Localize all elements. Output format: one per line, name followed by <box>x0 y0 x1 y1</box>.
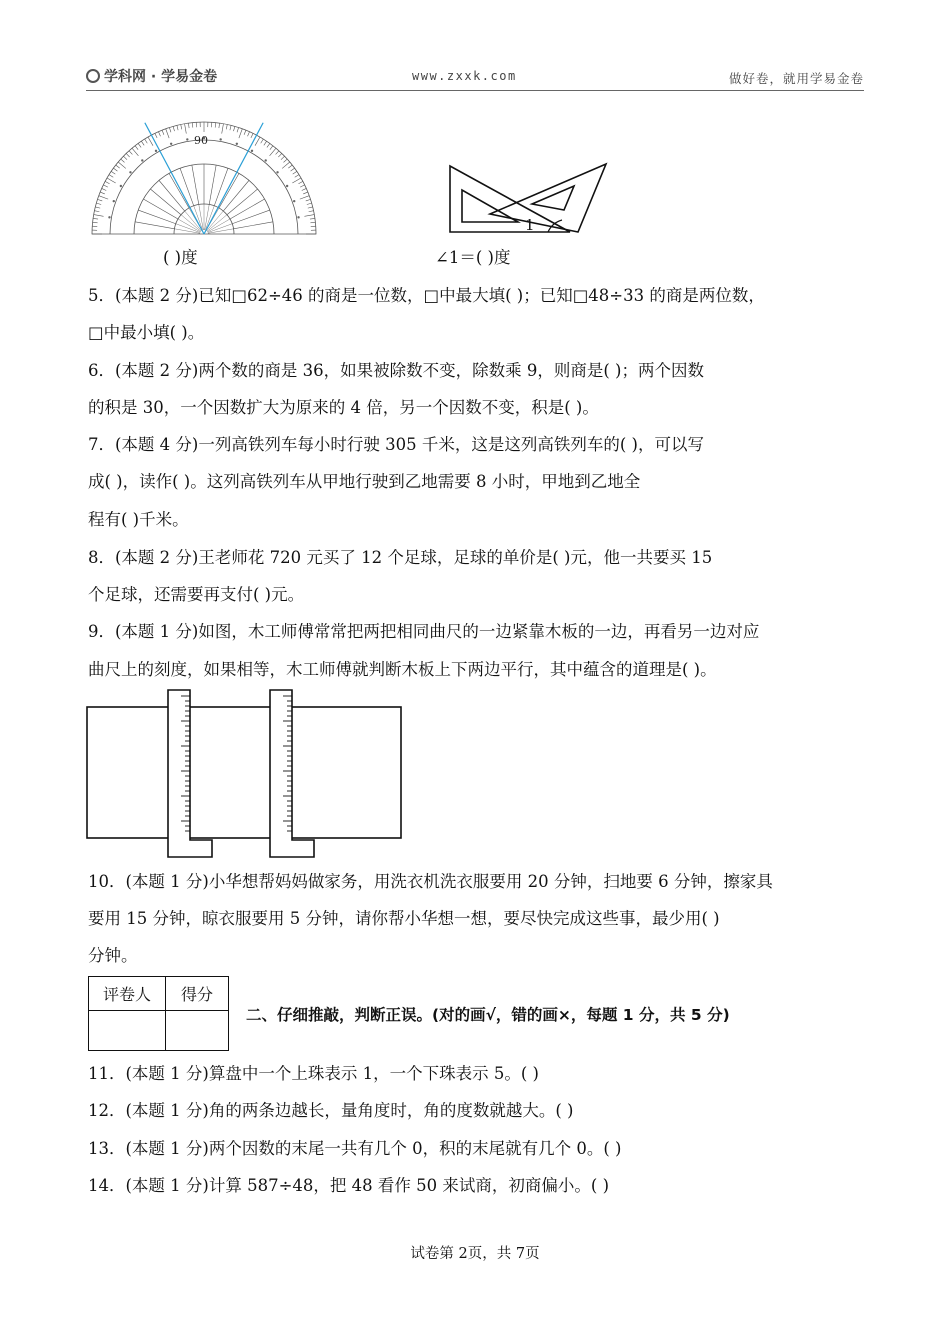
q10-line3: 分钟。 <box>88 946 138 965</box>
reviewer-cell[interactable] <box>89 1011 166 1051</box>
site-url: www.zxxk.com <box>412 69 517 83</box>
q6-line1: 6．(本题 2 分)两个数的商是 36，如果被除数不变，除数乘 9，则商是( )；两个因数 <box>88 361 704 380</box>
logo-icon <box>86 69 100 83</box>
carpenter-square-figure <box>86 688 406 860</box>
q5-line1: 5．(本题 2 分)已知□62÷46 的商是一位数，□中最大填( )；已知□48÷33 的商是两位数， <box>88 286 765 305</box>
section2-title: 二、仔细推敲，判断正误。(对的画√，错的画×，每题 1 分，共 5 分) <box>246 1006 730 1024</box>
header-divider <box>86 90 864 91</box>
grader-table <box>88 976 229 1051</box>
q9-line1: 9．(本题 1 分)如图，木工师傅常常把两把相同曲尺的一边紧靠木板的一边，再看另一边对应 <box>88 622 760 641</box>
q10-line1: 10．(本题 1 分)小华想帮妈妈做家务，用洗衣机洗衣服要用 20 分钟，扫地要 6 分钟，擦家具 <box>88 872 773 891</box>
reviewer-label: 评卷人 <box>89 977 166 1011</box>
page-footer: 试卷第 2页，共 7页 <box>410 1246 540 1262</box>
q7-line1: 7．(本题 4 分)一列高铁列车每小时行驶 305 千米，这是这列高铁列车的( )，可以写 <box>88 435 704 454</box>
q9-line2: 曲尺上的刻度，如果相等，木工师傅就判断木板上下两边平行，其中蕴含的道理是( )。 <box>88 660 717 679</box>
q5-line2: □中最小填( )。 <box>88 323 205 342</box>
q6-line2: 的积是 30，一个因数扩大为原来的 4 倍，另一个因数不变，积是( )。 <box>88 398 599 417</box>
q12: 12．(本题 1 分)角的两条边越长，量角度时，角的度数就越大。( ) <box>88 1101 574 1120</box>
q7-line3: 程有( )千米。 <box>88 510 189 529</box>
q13: 13．(本题 1 分)两个因数的末尾一共有几个 0，积的末尾就有几个 0。( ) <box>88 1139 622 1158</box>
q8-line1: 8．(本题 2 分)王老师花 720 元买了 12 个足球，足球的单价是( )元，他一共要买 15 <box>88 548 713 567</box>
q7-line2: 成( )，读作( )。这列高铁列车从甲地行驶到乙地需要 8 小时，甲地到乙地全 <box>88 472 641 491</box>
q14: 14．(本题 1 分)计算 587÷48，把 48 看作 50 来试商，初商偏小。( ) <box>88 1176 610 1195</box>
protractor-90-label: 90 <box>194 134 208 147</box>
protractor-answer: ( )度 <box>163 248 198 267</box>
score-cell[interactable] <box>166 1011 229 1051</box>
q10-line2: 要用 15 分钟，晾衣服要用 5 分钟，请你帮小华想一想，要尽快完成这些事，最少用( ) <box>88 909 720 928</box>
triangle-answer: ∠1＝( )度 <box>435 248 511 267</box>
logo-text: 学科网 · 学易金卷 <box>104 69 218 85</box>
q8-line2: 个足球，还需要再支付( )元。 <box>88 585 305 604</box>
q11: 11．(本题 1 分)算盘中一个上珠表示 1，一个下珠表示 5。( ) <box>88 1064 539 1083</box>
score-label: 得分 <box>166 977 229 1011</box>
brand-logo <box>86 66 217 86</box>
slogan: 做好卷，就用学易金卷 <box>728 71 864 86</box>
protractor-figure <box>86 110 326 242</box>
angle-1-label: 1 <box>525 216 535 234</box>
set-square-figure <box>440 158 610 236</box>
